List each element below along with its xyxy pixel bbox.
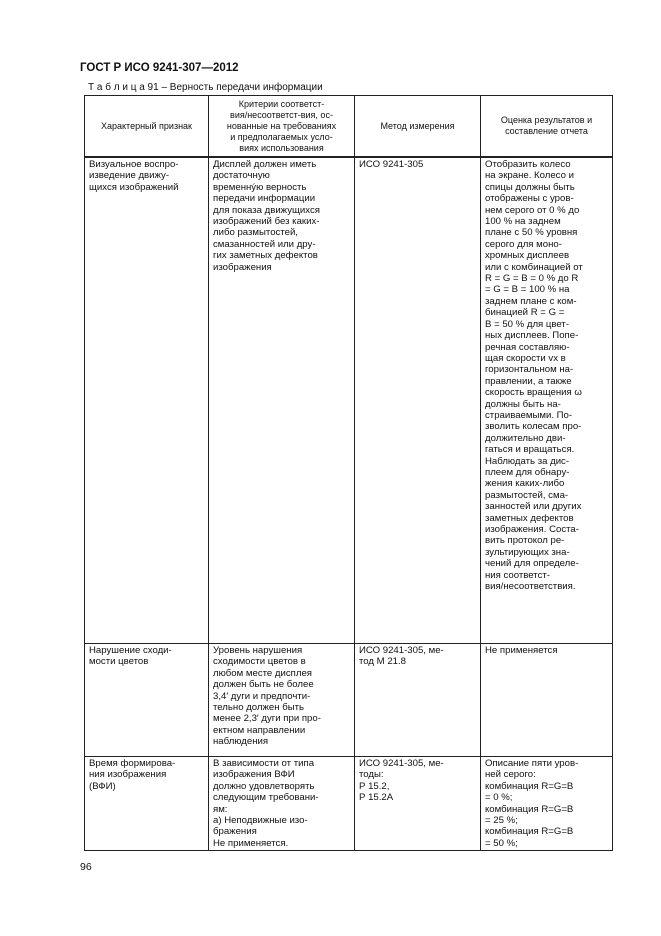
cell-criteria: Уровень нарушения сходимости цветов в любом месте дисплея должен быть не более 3,4′ дуги и предпочти- тельно должен быть менее 2,3′ дуги при про- ектном направлении наблюдения bbox=[209, 644, 355, 757]
cell-evaluation: Отобразить колесо на экране. Колесо и спицы должны быть отображены с уров- нем серого от 0 % до 100 % на заднем плане с 50 % уровня серого для моно- хромных дисплеев или с комбинацией от R = G = B = 0 % до R = G = B = 100 % на заднем плане с ком- бинацией R = G = B = 50 % для цвет- ных дисплеев. Попе- речная составляю- щая скорости vx в горизонтальном на- правлении, а также скорость вращения ω должны быть на- страиваемыми. По- зволить колесам про- должительно дви- гаться и вращаться. Наблюдать за дис- плеем для обнару- жения каких-либо размытостей, сма- занностей или других заметных дефектов изображения. Соста- вить протокол ре- зультирующих зна- чений для определе- ния соответст- вия/несоответствия. bbox=[481, 157, 613, 644]
cell-criteria: В зависимости от типа изображения ВФИ должно удовлетворять следующим требовани- ям: а) Неподвижные изо- бражения Не применяется. bbox=[209, 757, 355, 851]
table-row bbox=[85, 157, 613, 644]
table-caption: Т а б л и ц а 91 – Верность передачи информации bbox=[88, 82, 323, 93]
data-table bbox=[84, 95, 613, 851]
table-row bbox=[85, 644, 613, 757]
cell-evaluation: Не применяется bbox=[481, 644, 613, 757]
cell-feature: Визуальное воспро- изведение движу- щихся изображений bbox=[85, 157, 209, 644]
page-number: 96 bbox=[80, 861, 92, 873]
cell-method: ИСО 9241-305 bbox=[355, 157, 481, 644]
cell-criteria: Дисплей должен иметь достаточную временнýю верность передачи информации для показа движущихся изображений без каких- либо размытостей, смазанностей или дру- гих заметных дефектов изображения bbox=[209, 157, 355, 644]
cell-feature: Нарушение сходи- мости цветов bbox=[85, 644, 209, 757]
column-header-criteria: Критерии соответст- вия/несоответст-вия, ос- нованные на требованиях и предполагаемых усло- виях использования bbox=[209, 96, 355, 158]
document-title: ГОСТ Р ИСО 9241-307—2012 bbox=[80, 62, 239, 74]
column-header-method: Метод измерения bbox=[355, 96, 481, 158]
cell-feature: Время формирова- ния изображения (ВФИ) bbox=[85, 757, 209, 851]
cell-method: ИСО 9241-305, ме- тоды: Р 15.2, Р 15.2А bbox=[355, 757, 481, 851]
cell-method: ИСО 9241-305, ме- тод М 21.8 bbox=[355, 644, 481, 757]
column-header-evaluation: Оценка результатов и составление отчета bbox=[481, 96, 613, 158]
column-header-feature: Характерный признак bbox=[85, 96, 209, 158]
table-row bbox=[85, 757, 613, 851]
table-header-row bbox=[85, 96, 613, 158]
cell-evaluation: Описание пяти уров- ней серого: комбинация R=G=B = 0 %; комбинация R=G=B = 25 %; комбинация R=G=B = 50 %; bbox=[481, 757, 613, 851]
